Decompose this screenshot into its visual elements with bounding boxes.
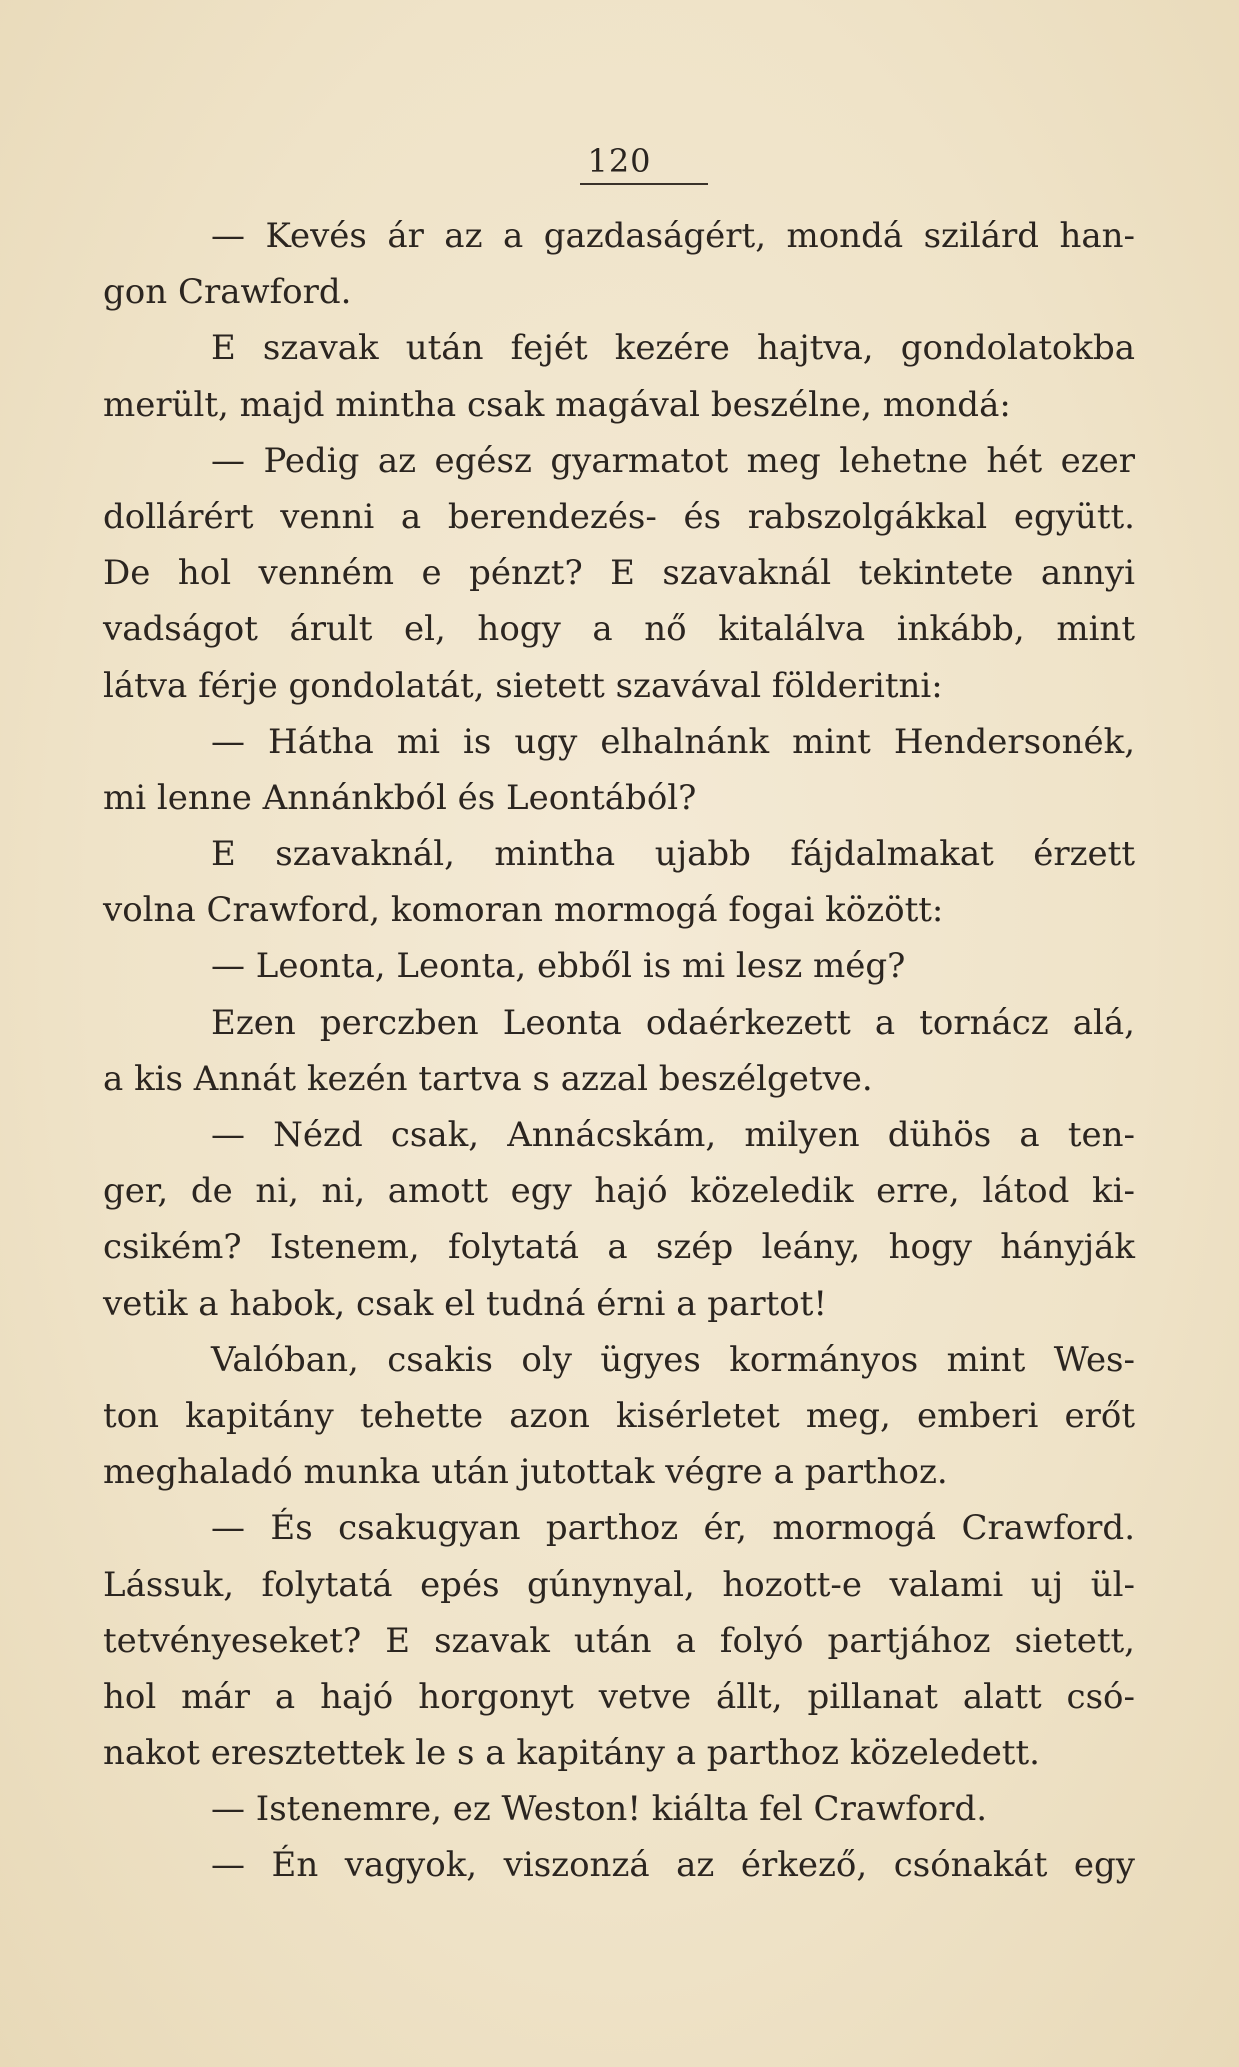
text-line: E szavaknál, mintha ujabb fájdalmakat érzett (211, 834, 1135, 875)
text-line: — Nézd csak, Annácskám, milyen dühös a ten- (211, 1115, 1135, 1155)
body-text (103, 208, 1135, 1894)
text-line: — Kevés ár az a gazdaságért, mondá szilárd han- (211, 216, 1135, 256)
text-line: látva férje gondolatát, sietett szavával földeritni: (103, 665, 943, 706)
text-line: ton kapitány tehette azon kisérletet meg, emberi erőt (103, 1395, 1135, 1436)
text-line: De hol venném e pénzt? E szavaknál tekintete annyi (103, 553, 1135, 594)
text-line: hol már a hajó horgonyt vetve állt, pillanat alatt csó- (103, 1676, 1135, 1717)
text-line: — És csakugyan parthoz ér, mormogá Crawford. (211, 1508, 1135, 1549)
text-line: — Leonta, Leonta, ebből is mi lesz még? (211, 946, 906, 987)
text-line: tetvényeseket? E szavak után a folyó partjához sietett, (103, 1620, 1135, 1661)
text-line: — Istenemre, ez Weston! kiálta fel Crawford. (211, 1789, 988, 1830)
text-line: meghaladó munka után jutottak végre a parthoz. (103, 1452, 948, 1493)
text-line: vetik a habok, csak el tudná érni a partot! (103, 1283, 828, 1324)
page-header (0, 142, 1239, 184)
text-line: dollárért venni a berendezés- és rabszolgákkal együtt. (103, 496, 1135, 537)
text-line: merült, majd mintha csak magával beszélne, mondá: (103, 384, 1011, 425)
header-rule (580, 183, 708, 185)
text-line: E szavak után fejét kezére hajtva, gondolatokba (211, 328, 1135, 369)
text-line: — Én vagyok, viszonzá az érkező, csónakát egy (211, 1845, 1135, 1886)
text-line: Valóban, csakis oly ügyes kormányos mint Wes- (211, 1339, 1135, 1380)
text-line: nakot eresztettek le s a kapitány a parthoz közeledett. (103, 1733, 1040, 1774)
text-line: vadságot árult el, hogy a nő kitalálva inkább, mint (103, 609, 1135, 650)
text-line: a kis Annát kezén tartva s azzal beszélgetve. (103, 1058, 873, 1099)
page-number: 120 (587, 142, 652, 180)
text-line: gon Crawford. (103, 272, 352, 313)
text-line: — Pedig az egész gyarmatot meg lehetne hét ezer (211, 440, 1135, 481)
text-line: Ezen perczben Leonta odaérkezett a tornácz alá, (211, 1002, 1135, 1043)
text-line: mi lenne Annánkból és Leontából? (103, 777, 697, 818)
text-line: csikém? Istenem, folytatá a szép leány, hogy hányják (103, 1227, 1135, 1268)
text-line: volna Crawford, komoran mormogá fogai között: (103, 890, 944, 931)
text-line: — Hátha mi is ugy elhalnánk mint Hendersonék, (211, 721, 1135, 762)
text-line: Lássuk, folytatá epés gúnynyal, hozott-e valami uj ül- (103, 1564, 1135, 1605)
text-line: ger, de ni, ni, amott egy hajó közeledik erre, látod ki- (103, 1171, 1135, 1212)
